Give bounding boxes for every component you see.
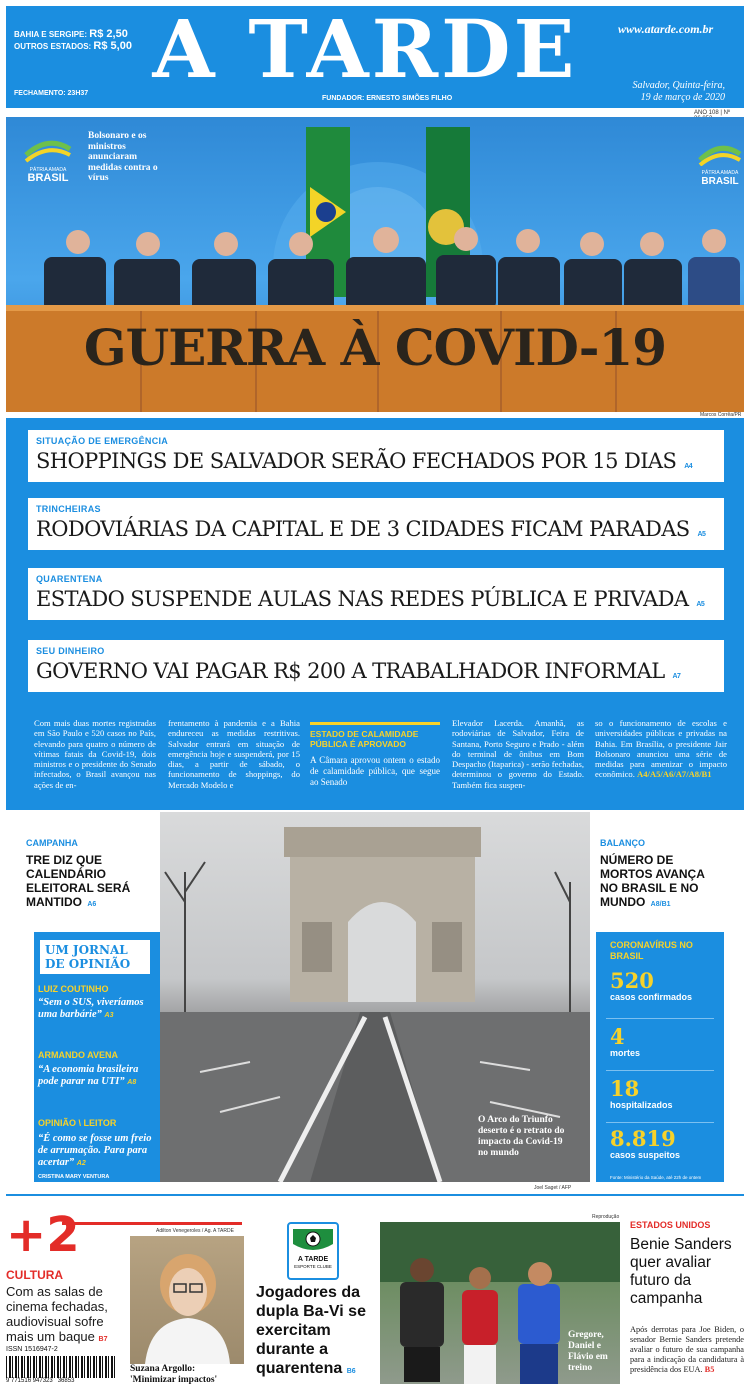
opinion-author-1: LUIZ COUTINHO — [38, 984, 109, 994]
stat-divider — [606, 1122, 714, 1123]
news-title: RODOVIÁRIAS DA CAPITAL E DE 3 CIDADES FICAM PARADAS A5 — [36, 517, 706, 541]
cultura-text[interactable]: Com as salas de cinema fechadas, audiovisual sofre mais um baque B7 — [6, 1284, 108, 1344]
stats-source: Fonte: Ministério da Saúde, até 22h de ontem — [610, 1175, 702, 1180]
news-title: GOVERNO VAI PAGAR R$ 200 A TRABALHADOR INFORMAL A7 — [36, 659, 681, 683]
players-caption: Gregore, Daniel e Flávio em treino — [568, 1330, 608, 1373]
cultura-kicker: CULTURA — [6, 1268, 64, 1282]
bottom-rule — [6, 1194, 744, 1196]
news-item-3[interactable] — [28, 568, 724, 620]
portrait-credit: Adilton Venegeroles / Ag. A TARDE — [156, 1228, 234, 1234]
opinion-signature: CRISTINA MARY VENTURA — [38, 1174, 110, 1180]
barcode-number: 9 771516 947323 36853 — [6, 1378, 75, 1384]
arc-photo-credit: Joel Saget / AFP — [534, 1185, 572, 1191]
body-column-4: Elevador Lacerda. Amanhã, as rodoviárias de Salvador, Feira de Santana, Porto Seguro e Prado - além do terminal de ônibus em Bom Despacho (Itaparica) - serão fechadas, determinou o governo do Estado. Também fica suspen- — [452, 718, 584, 790]
opiniao-header: UM JORNAL DE OPINIÃO — [40, 940, 150, 974]
arc-photo-caption: O Arco do Triunfo deserto é o retrato do impacto da Covid-19 no mundo — [478, 1115, 565, 1158]
main-headline: GUERRA À COVID-19 — [83, 318, 667, 377]
esporte-headline[interactable]: Jogadores da dupla Ba-Vi se exercitam durante a quarentena B6 — [256, 1284, 366, 1377]
website-link[interactable]: www.atarde.com.br — [618, 22, 714, 36]
dateline: Salvador, Quinta-feira, 19 de março de 2020 — [632, 80, 725, 103]
calamidade-text: A Câmara aprovou ontem o estado de calamidade pública, que segue ao Senado — [310, 755, 440, 787]
lead-photo-caption: Bolsonaro e os ministros anunciaram medidas contra o vírus — [88, 131, 158, 183]
news-kicker: SEU DINHEIRO — [36, 646, 105, 656]
body-column-5: so o funcionamento de escolas e universidades públicas e privadas na Bahia. Em Brasília, o presidente Jair Bolsonaro anunciou uma série de medidas para amenizar o impacto econômico. A4/A5/A6/A7/A8/B1 — [595, 718, 727, 780]
patria-amada-logo-left: PÁTRIA AMADA BRASIL — [22, 135, 74, 185]
lead-photo-credit: Marcos Corrêa/PR — [700, 412, 742, 418]
balanco-title[interactable]: NÚMERO DE MORTOS AVANÇA NO BRASIL E NO MUNDO A8/B1 — [600, 853, 705, 909]
balanco-kicker: BALANÇO — [600, 838, 645, 848]
patria-amada-logo-right: PÁTRIA AMADA BRASIL — [696, 140, 744, 190]
campanha-title[interactable]: TRE DIZ QUE CALENDÁRIO ELEITORAL SERÁ MANTIDO A6 — [26, 853, 131, 909]
players-photo-credit: Reprodução — [592, 1214, 620, 1220]
calamidade-box — [310, 722, 440, 788]
news-title: ESTADO SUSPENDE AULAS NAS REDES PÚBLICA E PRIVADA A5 — [36, 587, 705, 611]
body-column-2: frentamento à pandemia e a Bahia endureceu as medidas restritivas. Salvador entrará em situação de emergência hoje e suspenderá, por 15 dias, a partir de sábado, o funcionamento de shoppings, do Mercado Modelo e — [168, 718, 300, 790]
stat-deaths: 4 mortes — [610, 1024, 641, 1058]
us-kicker: ESTADOS UNIDOS — [630, 1220, 711, 1230]
price-bahia: BAHIA E SERGIPE: R$ 2,50 — [14, 28, 128, 40]
portrait-photo — [130, 1236, 244, 1364]
news-kicker: SITUAÇÃO DE EMERGÊNCIA — [36, 436, 169, 446]
closing-time: FECHAMENTO: 23H37 — [14, 90, 89, 97]
opinion-quote-1[interactable]: “Sem o SUS, viveríamos uma barbárie” A3 — [38, 997, 144, 1020]
founder-line: FUNDADOR: ERNESTO SIMÕES FILHO — [322, 95, 453, 102]
price-other: OUTROS ESTADOS: R$ 5,00 — [14, 40, 132, 52]
stat-hospitalized: 18 hospitalizados — [610, 1076, 673, 1110]
campanha-kicker: CAMPANHA — [26, 838, 78, 848]
red-rule — [62, 1222, 242, 1225]
isbn-number: ISSN 1516947-2 — [6, 1346, 58, 1353]
body-column-1: Com mais duas mortes registradas em São Paulo e 520 casos no País, elevando para quatro o número de vítimas fatais da Covid-19, dois ministros e o presidente do Senado infectados, o Brasil avançou nas ações de en- — [34, 718, 156, 790]
barcode — [6, 1356, 116, 1378]
news-kicker: TRINCHEIRAS — [36, 504, 101, 514]
edition-number: ANO 108 | Nº — [694, 110, 731, 116]
opinion-author-3: OPINIÃO \ LEITOR — [38, 1118, 117, 1128]
us-body: Após derrotas para Joe Biden, o senador Bernie Sanders pretende avaliar o futuro de sua campanha para a indicação da candidatura à presidência dos EUA. B5 — [630, 1325, 744, 1374]
opinion-quote-2[interactable]: “A economia brasileira pode parar na UTI” A8 — [38, 1064, 139, 1087]
news-item-4[interactable] — [28, 640, 724, 692]
esporte-clube-logo: A TARDE ESPORTE CLUBE — [287, 1222, 339, 1280]
stat-confirmed: 520 casos confirmados — [610, 968, 693, 1002]
calamidade-kicker: ESTADO DE CALAMIDADE PÚBLICA É APROVADO — [310, 722, 440, 749]
newspaper-logo: A TARDE — [152, 2, 578, 96]
stat-suspected: 8.819 casos suspeitos — [610, 1126, 681, 1160]
news-title: SHOPPINGS DE SALVADOR SERÃO FECHADOS POR 15 DIAS A4 — [36, 449, 692, 473]
stat-divider — [606, 1070, 714, 1071]
news-item-1[interactable] — [28, 430, 724, 482]
opinion-quote-3[interactable]: “É como se fosse um freio de arrumação. Para para acertar” A2 — [38, 1133, 152, 1168]
news-kicker: QUARENTENA — [36, 574, 103, 584]
stats-header: CORONAVÍRUS NO BRASIL — [610, 940, 693, 961]
opinion-author-2: ARMANDO AVENA — [38, 1050, 118, 1060]
portrait-caption: Suzana Argollo: 'Minimizar impactos' — [130, 1364, 218, 1385]
stat-divider — [606, 1018, 714, 1019]
us-headline[interactable]: Benie Sanders quer avaliar futuro da campanha — [630, 1236, 732, 1307]
news-item-2[interactable] — [28, 498, 724, 550]
section-two-marker: +2 — [6, 1207, 80, 1263]
